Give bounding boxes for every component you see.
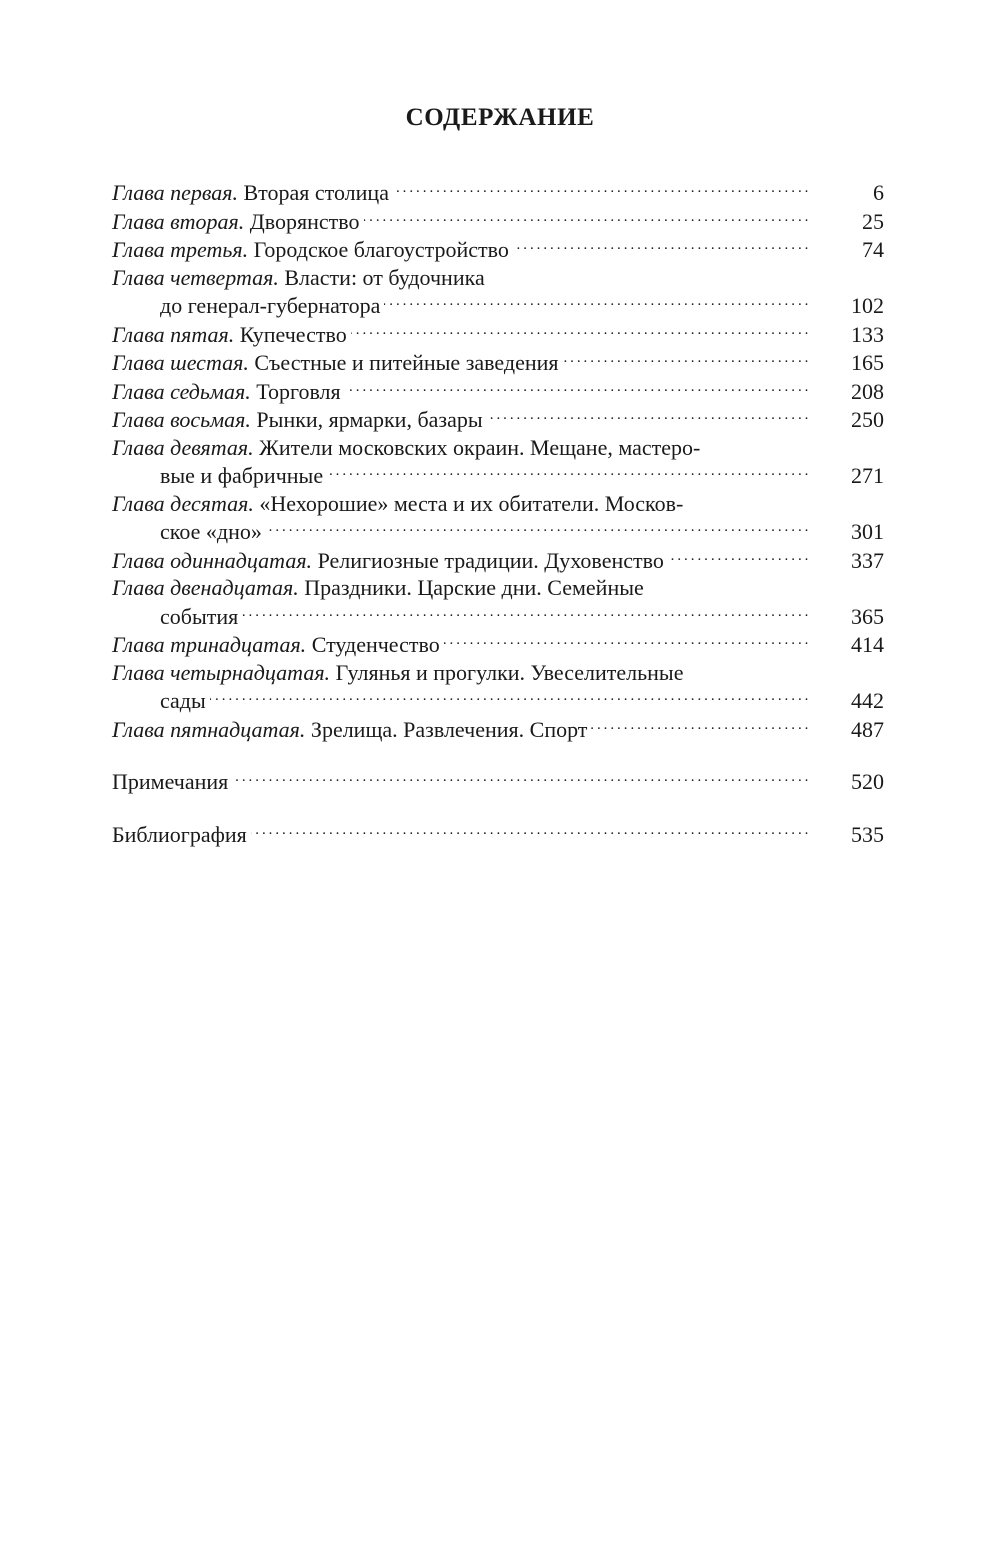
toc-entry: [112, 377, 884, 406]
toc-line: [112, 767, 884, 796]
page-number: 208: [851, 378, 884, 404]
toc-entry-label: [112, 631, 440, 659]
dot-leader: [351, 320, 808, 342]
toc-entry-label: [160, 292, 380, 320]
chapter-title: вые и фабричные: [160, 463, 324, 488]
toc-line: [112, 207, 884, 236]
chapter-number: Глава пятая.: [112, 321, 235, 347]
chapter-number: Глава вторая.: [112, 208, 245, 234]
page-number: 487: [851, 716, 884, 742]
table-of-contents: [112, 178, 884, 848]
toc-line: [112, 630, 884, 659]
toc-line: [112, 715, 884, 744]
toc-entry-label: [112, 434, 700, 462]
chapter-title: до генерал-губернатора: [160, 293, 381, 318]
toc-line: [112, 659, 884, 687]
chapter-title: Вторая столица: [243, 180, 389, 205]
page-number: 25: [862, 208, 884, 234]
chapter-title: Дворянство: [249, 208, 360, 234]
page-number: 165: [851, 350, 884, 375]
toc-line: [112, 574, 884, 602]
toc-entry: [112, 490, 884, 546]
page-number: 133: [851, 321, 884, 347]
toc-entry-label: [112, 821, 247, 849]
dot-leader: [242, 602, 808, 624]
toc-line: [112, 434, 884, 462]
page-number: 520: [851, 769, 884, 794]
chapter-number: Глава третья.: [112, 237, 249, 262]
page-number: 535: [851, 821, 884, 847]
toc-entry: [112, 574, 884, 630]
page-number: 301: [851, 519, 884, 544]
toc-list: [112, 178, 884, 848]
toc-entry-label: [160, 603, 238, 631]
chapter-number: Глава четырнадцатая.: [112, 659, 331, 685]
toc-entry-label: [112, 490, 683, 518]
dot-leader: [345, 377, 808, 399]
toc-entry-label: [112, 768, 228, 796]
toc-line: [112, 235, 884, 264]
chapter-title: ское «дно»: [160, 519, 262, 544]
dot-leader: [444, 630, 808, 652]
toc-line: [112, 405, 884, 434]
chapter-number: Глава седьмая.: [112, 378, 251, 404]
chapter-number: Глава шестая.: [112, 350, 249, 375]
chapter-number: Глава одиннадцатая.: [112, 547, 313, 573]
chapter-number: Глава девятая.: [112, 434, 254, 460]
dot-leader: [364, 207, 808, 229]
dot-leader: [513, 235, 808, 257]
toc-entry-label: [112, 547, 664, 575]
toc-entry-label: [112, 716, 587, 744]
toc-entry: [112, 320, 884, 349]
toc-entry-label: [112, 574, 644, 602]
toc-entry: [112, 546, 884, 575]
toc-line: [112, 546, 884, 575]
dot-leader: [393, 178, 808, 200]
chapter-title: Гулянья и прогулки. Увеселительные: [335, 659, 684, 685]
toc-entry: [112, 405, 884, 434]
chapter-title: Студенчество: [311, 632, 440, 657]
chapter-title: Жители московских окраин. Мещане, мастеро-: [259, 434, 701, 460]
page-number: 271: [851, 463, 884, 488]
toc-line: [112, 291, 884, 320]
toc-line: [112, 264, 884, 292]
toc-line: [112, 348, 884, 377]
page-number: 74: [862, 237, 884, 262]
chapter-title: Зрелища. Развлечения. Спорт: [310, 716, 588, 742]
dot-leader: [487, 405, 808, 427]
chapter-number: Глава десятая.: [112, 490, 254, 516]
toc-line: [112, 820, 884, 849]
toc-line: [112, 517, 884, 546]
toc-entry-label: [112, 179, 389, 207]
toc-entry: [112, 348, 884, 377]
toc-entry: [112, 715, 884, 744]
chapter-title: Купечество: [239, 321, 347, 347]
chapter-number: Глава тринадцатая.: [112, 632, 307, 657]
page-number: 102: [851, 293, 884, 318]
dot-leader: [327, 461, 808, 483]
toc-line: [112, 602, 884, 631]
toc-entry: [112, 235, 884, 264]
page-number: 337: [851, 547, 884, 573]
toc-entry-label: [112, 236, 509, 264]
chapter-title: Торговля: [256, 378, 341, 404]
page-title: СОДЕРЖАНИЕ: [405, 104, 595, 131]
dot-leader: [591, 715, 808, 737]
dot-leader: [384, 291, 808, 313]
chapter-title: «Нехорошие» места и их обитатели. Москов-: [259, 490, 684, 516]
chapter-title: Городское благоустройство: [253, 237, 509, 262]
chapter-title: Примечания: [112, 769, 229, 794]
chapter-number: Глава двенадцатая.: [112, 575, 299, 600]
dot-leader: [251, 820, 808, 842]
toc-line: [112, 178, 884, 207]
chapter-number: Глава восьмая.: [112, 407, 251, 432]
toc-entry: [112, 767, 884, 796]
page-number: 250: [851, 407, 884, 432]
chapter-number: Глава четвертая.: [112, 264, 279, 290]
toc-entry: [112, 178, 884, 207]
toc-entry-label: [112, 378, 341, 406]
toc-entry: [112, 207, 884, 236]
toc-entry: [112, 659, 884, 715]
toc-line: [112, 686, 884, 715]
toc-entry-label: [112, 659, 683, 687]
toc-entry-label: [160, 462, 323, 490]
chapter-title: Власти: от будочника: [284, 264, 485, 290]
toc-entry-label: [160, 687, 206, 715]
chapter-title: Съестные и питейные заведения: [254, 350, 559, 375]
dot-leader: [232, 767, 808, 789]
toc-line: [112, 320, 884, 349]
toc-entry-label: [112, 406, 483, 434]
toc-entry-label: [112, 321, 347, 349]
dot-leader: [210, 686, 808, 708]
toc-entry-label: [160, 518, 262, 546]
dot-leader: [266, 517, 808, 539]
toc-line: [112, 377, 884, 406]
toc-line: [112, 490, 884, 518]
toc-entry-label: [112, 208, 360, 236]
page-number: 365: [851, 603, 884, 629]
chapter-title: Религиозные традиции. Духовенство: [317, 547, 664, 573]
chapter-number: Глава пятнадцатая.: [112, 716, 306, 742]
chapter-title: события: [160, 603, 239, 629]
chapter-title: Праздники. Царские дни. Семейные: [304, 575, 644, 600]
toc-line: [112, 461, 884, 490]
chapter-number: Глава первая.: [112, 180, 238, 205]
dot-leader: [668, 546, 808, 568]
toc-entry: [112, 820, 884, 849]
chapter-title: Рынки, ярмарки, базары: [256, 407, 483, 432]
page-number: 442: [851, 688, 884, 713]
dot-leader: [563, 348, 808, 370]
page-number: 414: [851, 632, 884, 657]
toc-entry: [112, 434, 884, 490]
page-number: 6: [873, 180, 884, 205]
toc-entry: [112, 630, 884, 659]
toc-entry-label: [112, 264, 485, 292]
toc-entry: [112, 264, 884, 320]
chapter-title: Библиография: [112, 821, 247, 847]
toc-entry-label: [112, 349, 559, 377]
chapter-title: сады: [160, 688, 206, 713]
